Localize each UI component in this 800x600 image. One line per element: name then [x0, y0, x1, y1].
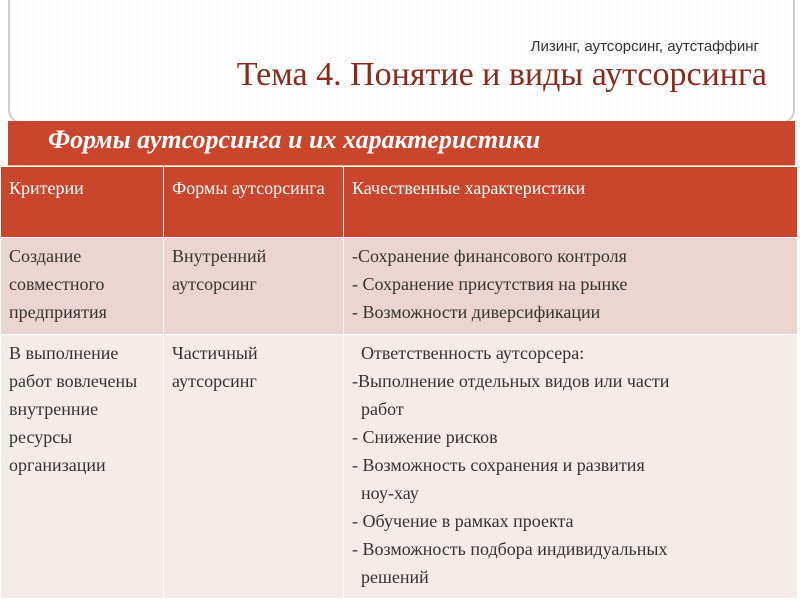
table-row	[1, 335, 798, 599]
characteristic-line: - Возможность сохранения и развития	[352, 455, 645, 475]
characteristic-line: - Возможность подбора индивидуальных	[352, 539, 668, 559]
characteristic-line: Ответственность аутсорсера:	[361, 343, 585, 363]
characteristic-line: - Возможности диверсификации	[352, 302, 601, 322]
characteristic-line: ноу-хау	[361, 483, 419, 503]
cell-criteria: Создание совместного предприятия	[1, 238, 164, 335]
cell-form: Внутренний аутсорсинг	[164, 238, 344, 335]
characteristic-line: работ	[361, 399, 404, 419]
section-title: Формы аутсорсинга и их характеристики	[48, 125, 541, 154]
characteristic-line: -Сохранение финансового контроля	[352, 246, 627, 266]
cell-criteria: В выполнение работ вовлечены внутренние ресурсы организации	[1, 335, 164, 599]
characteristic-line: - Сохранение присутствия на рынке	[352, 274, 628, 294]
table-row	[1, 238, 798, 335]
characteristic-line: - Обучение в рамках проекта	[352, 511, 574, 531]
table-header-row	[1, 167, 798, 238]
section-band	[8, 121, 795, 167]
characteristic-line: решений	[361, 567, 429, 587]
cell-characteristics	[344, 238, 798, 335]
characteristic-line: -Выполнение отдельных видов или части	[352, 371, 670, 391]
column-header-forms: Формы аутсорсинга	[164, 167, 344, 238]
column-header-characteristics: Качественные характеристики	[344, 167, 798, 238]
slide-title: Тема 4. Понятие и виды аутсорсинга	[236, 56, 767, 93]
slide-subtitle: Лизинг, аутсорсинг, аутстаффинг	[530, 38, 759, 55]
cell-form: Частичный аутсорсинг	[164, 335, 344, 599]
slide-header-card	[8, 0, 795, 124]
characteristic-line: - Снижение рисков	[352, 427, 498, 447]
cell-characteristics	[344, 335, 798, 599]
outsourcing-forms-table	[0, 166, 798, 599]
column-header-criteria: Критерии	[1, 167, 164, 238]
